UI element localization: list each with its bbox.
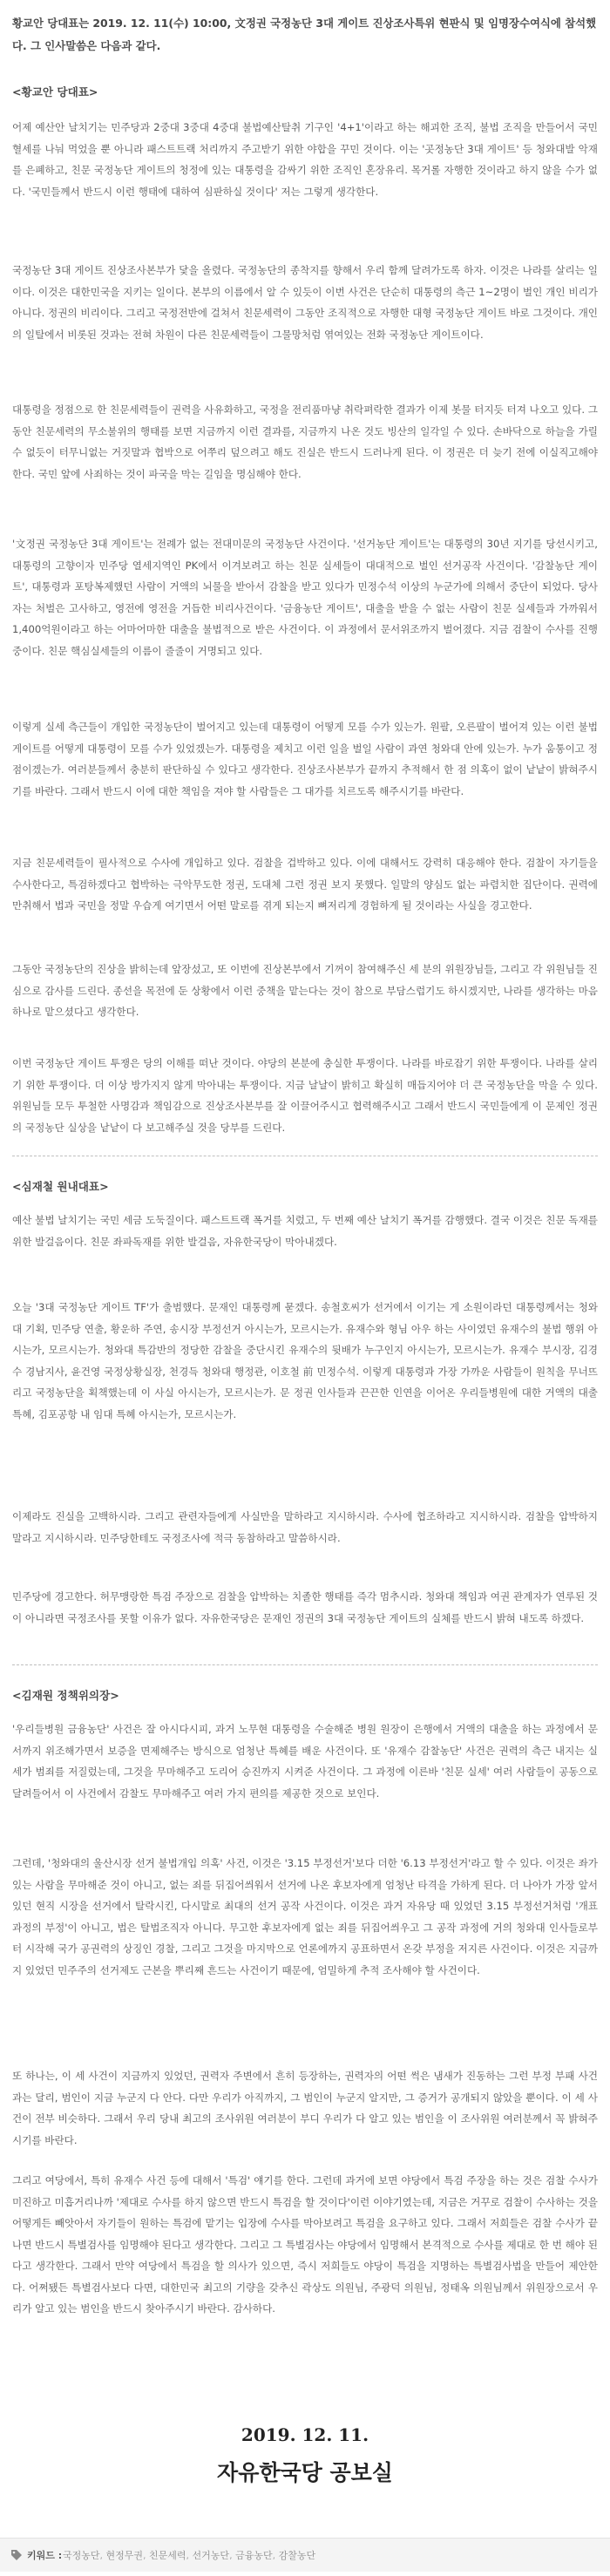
paragraph: '文정권 국정농단 3대 게이트'는 전례가 없는 전대미문의 국정농단 사건이다. '선거농단 게이트'는 대통령의 30년 지기를 당선시키고, 대통령의 고향이자 민주당 열세지역인 PK에서 이겨보려고 하는 친문 실세들이 대대적으로 벌인 선거공작 사건이다. '감찰농단 게이트', 대통령과 포탕복제했던 사람이 거액의 뇌물을 받아서 감찰을 받고 있다가 민정수석 이상의 누군가에 의해서 중단이 되었다. 당사자는 처벌은 고사하고, 영전에 영전을 거듭한 비리사건이다. '금융농단 게이트', 대출을 받을 수 없는 사람이 친문 실세들과 가까워서 1,400억원이라고 하는 어마어마한 대출을 불법적으로 받은 사건이다. 이 과정에서 문서위조까지 벌어졌다. 지금 검찰이 수사를 진행 중이다. 친문 핵심실세들의 이름이 줄줄이 거명되고 있다. [12, 538, 598, 657]
closing-organization: 자유한국당 공보실 [217, 2460, 393, 2485]
paragraph: 또 하나는, 이 세 사건이 지금까지 있었던, 권력자 주변에서 흔히 등장하는, 권력자의 어떤 썩은 냄새가 진동하는 그런 부정 부패 사건과는 달리, 범인이 지금 누군지 다 안다. 다만 우리가 아직까지, 그 범인이 누군지 알지만, 그 증거가 공개되지 않았을 뿐이다. 이 세 사건이 전부 비슷하다. 그래서 우리 당내 최고의 조사위원 여러분이 부디 우리가 다 알고 있는 범인을 이 조사위원 여러분께서 꼭 밝혀주시기를 바란다. [12, 2070, 598, 2146]
tag-icon [10, 2549, 23, 2561]
speaker-heading-kim: <김재원 정책위의장> [12, 1689, 119, 1702]
paragraph: 그동안 국정농단의 진상을 밝히는데 앞장섰고, 또 이번에 진상본부에서 기꺼이 참여해주신 세 분의 위원장님들, 그리고 각 위원님들 진심으로 감사를 드린다. 종선을 목전에 둔 상황에서 이런 중책을 맡는다는 것이 참으로 부담스럽기도 하시겠지만, 나라를 생각하는 마음 하나로 맡으셨다고 생각한다. [12, 963, 598, 1018]
keyword-label: 키워드 : [27, 2550, 63, 2561]
keyword-link[interactable]: 친문세력 [149, 2550, 186, 2561]
paragraph: 그리고 여당에서, 특히 유재수 사건 등에 대해서 '특검' 얘기를 한다. 그런데 과거에 보면 야당에서 특검 주장을 하는 것은 검찰 수사가 미진하고 미흡거리나까 '제대로 수사를 하지 않으면 반드시 특검을 할 것이다'이런 이야기였는데, 지금은 거꾸로 검찰이 수사하는 것을 어떻게든 빼앗아서 자기들이 원하는 특검에 맡기는 입장에 수사를 막아보려고 특검을 요구하고 있다. 그래서 저희들은 검찰 수사가 끝나면 반드시 특별검사를 임명해야 된다고 생각한다. 그리고 그 특별검사는 야당에서 임명해서 본격적으로 수사를 제대로 한 번 해야 된다고 생각한다. 그래서 만약 여당에서 특검을 할 의사가 있으면, 즉시 저희들도 야당이 특검을 지명하는 특별검사법을 만들어 제안한다. 어쩌됐든 특별검사보다 다면, 대한민국 최고의 기량을 갖추신 곽상도 의원님, 주광덕 의원님, 정태옥 의원님께서 위원장으로서 우리가 알고 있는 범인을 반드시 찾아주시기 바란다. 감사하다. [12, 2174, 598, 2315]
paragraph: 이번 국정농단 게이트 투쟁은 당의 이해를 떠난 것이다. 야당의 본분에 충실한 투쟁이다. 나라를 바로잡기 위한 투쟁이다. 나라를 살리기 위한 투쟁이다. 더 이상 방가지지 않게 막아내는 투쟁이다. 지금 날날이 밝히고 확실히 매듭지어야 더 큰 국정농단을 막을 수 있다. 위원님들 모두 투철한 사명감과 책임감으로 진상조사본부를 잘 이끌어주시고 협력해주시고 그래서 반드시 국민들에게 이 문제인 정권의 국정농단 실상을 낱낱이 다 보고해주실 것을 당부를 드린다. [12, 1057, 598, 1134]
paragraph: 그런데, '청와대의 울산시장 선거 불법개입 의혹' 사건, 이것은 '3.15 부정선거'보다 더한 '6.13 부정선거'라고 할 수 있다. 이것은 좌가 있는 사람을 무마해준 것이 아니고, 없는 죄를 뒤집어씌워서 선거에 나온 후보자에게 엄청난 타격을 가하게 된다. 더 나아가 가장 앞서 있던 현직 시장을 선거에서 탈락시킨, 다시말로 최대의 선거 공작 사건이다. 이것은 과거 자유당 때 있었던 3.15 부정선거처럼 '개표 과정의 부정'이 아니고, 법은 탈법조직자 아니다. 무고한 후보자에게 없는 죄를 뒤집어씌우고 그 공작 과정에 거의 청와대 인사들로부터 시작해 국가 공권력의 상징인 경찰, 그리고 그것을 마지막으로 언론에까지 공표하면서 온갖 부정을 저지른 사건이다. 이것은 지금까지 있었던 민주주의 선거제도 근본을 뿌리째 흔드는 사건이기 때문에, 엄밀하게 추적 조사해야 할 사건이다. [12, 1857, 598, 1976]
speaker-heading-hwang: <황교안 당대표> [12, 85, 98, 98]
keyword-link[interactable]: 국정농단 [63, 2550, 100, 2561]
closing-date: 2019. 12. 11. [241, 2424, 369, 2445]
paragraph: '우리들병원 금융농단' 사건은 잘 아시다시피, 과거 노무현 대통령을 수술해준 병원 원장이 은행에서 거액의 대출을 하는 과정에서 문서까지 위조해가면서 보증을 면제해주는 방식으로 엄청난 특혜를 배운 사건이다. 또 '유재수 감찰농단' 사건은 권력의 측근 내지는 실세가 범죄를 저질렀는데, 그것을 무마해주고 도리어 승진까지 시켜준 사건이다. 그 과정에 이른바 '친문 실세' 여러 사람들이 공동으로 달려들어서 이 사건에서 감찰도 무마해주고 여러 가지 편의를 제공한 것으로 보인다. [12, 1723, 598, 1800]
paragraph: 오늘 '3대 국정농단 게이트 TF'가 출범했다. 문재인 대통령께 묻겠다. 송철호씨가 선거에서 이기는 게 소원이라던 대통령께서는 청와대 기획, 민주당 연출, 황운하 주연, 송시장 부정선거 아시는가, 모르시는가. 유재수와 형님 아우 하는 사이였던 유재수의 불법 행위 아시는가, 모르시는가. 청와대 특감반의 정당한 감찰을 중단시킨 유재수의 뒷배가 누구인지 아시는가, 모르시는가. 유재수 부시장, 김경수 경남지사, 윤건영 국정상황실장, 천경득 청와대 행정관, 이호철 前 민정수석. 이렇게 대통령과 가장 가까운 사람들이 원칙을 무너뜨리고 국정농단을 획책했는데 이 사실 아시는가, 모르시는가. 문 정권 인사들과 끈끈한 인연을 이어온 우리들병원에 대한 거액의 대출 특혜, 김포공항 내 임대 특혜 아시는가, 모르시는가. [12, 1301, 598, 1420]
keyword-tag-bar [0, 2538, 610, 2572]
intro-text: 황교안 당대표는 2019. 12. 11(수) 10:00, 文정권 국정농단 3대 게이트 진상조사특위 현판식 및 임명장수여식에 참석했다. 그 인사말씀은 다음과 같다. [12, 17, 597, 52]
paragraph: 국정농단 3대 게이트 진상조사본부가 닻을 올렸다. 국정농단의 종착지를 향해서 우리 함께 달려가도록 하자. 이것은 나라를 살리는 일이다. 이것은 대한민국을 지키는 일이다. 본부의 이름에서 알 수 있듯이 이번 사건은 단순히 대통령의 측근 1~2명이 벌인 개인 비리가 아니다. 정권의 비리이다. 그리고 국정전반에 걸쳐서 친문세력이 그동안 조직적으로 자행한 대형 국정농단 게이트 바로 그것이다. 개인의 일탈에서 비롯된 것과는 전혀 차원이 다른 친문세력들이 그물망처럼 엮여있는 전화 국정농단 게이트이다. [12, 264, 598, 341]
keyword-link[interactable]: 감찰농단 [278, 2550, 316, 2561]
keyword-link[interactable]: 선거농단 [192, 2550, 230, 2561]
paragraph: 이렇게 실세 측근들이 개입한 국정농단이 벌어지고 있는데 대통령이 어떻게 모를 수가 있는가. 원팔, 오른팔이 벌어져 있는 이런 불법 게이트를 어떻게 대통령이 모를 수가 있었겠는가. 대통령을 제치고 이런 일을 벌일 사람이 과연 청와대 안에 있는가. 누가 움통이고 정점이겠는가. 여러분들께서 충분히 판단하실 수 있다고 생각한다. 진상조사본부가 끝까지 추적해서 한 점 의혹이 없이 낱낱이 밝혀주시기를 바란다. 그래서 반드시 이에 대한 책임을 져야 할 사람들은 그 대가를 치르도록 해주시기를 바란다. [12, 721, 598, 797]
paragraph: 어제 예산안 날치기는 민주당과 2중대 3중대 4중대 불법예산탈취 기구인 '4+1'이라고 하는 해괴한 조직, 불법 조직을 만들어서 국민혈세를 나눠 먹었을 뿐 아니라 패스트트랙 처리까지 주고받기 위한 야합을 꾸민 것이다. 이는 '곳정농단 3대 게이트' 등 청와대발 악재를 은폐하고, 친문 국정농단 게이트의 청정에 있는 대통령을 감싸기 위한 조직인 혼장유리. 목거롤 자행한 것이라고 하지 않을 수가 없다. '국민들께서 반드시 이런 행태에 대하여 심판하실 것이다' 저는 그렇게 생각한다. [12, 121, 598, 198]
keyword-link[interactable]: 금융농단 [235, 2550, 273, 2561]
paragraph: 지금 친문세력들이 필사적으로 수사에 개입하고 있다. 검찰을 겁박하고 있다. 이에 대해서도 강력히 대응해야 한다. 검찰이 자기들을 수사한다고, 특검하겠다고 협박하는 극악무도한 정권, 도대체 그런 정권 보지 못했다. 일말의 양심도 없는 파렴치한 집단이다. 권력에 만취해서 법과 국민을 정말 우습게 여기면서 어떤 말로를 겪게 되는지 뼈저리게 경험하게 될 것이라는 사실을 경고한다. [12, 857, 598, 912]
paragraph: 대통령을 정점으로 한 친문세력들이 권력을 사유화하고, 국정을 전리품마냥 취락펴락한 결과가 이제 봇물 터지듯 터져 나오고 있다. 그동안 친문세력의 무소불위의 행태를 보면 지금까지 이런 결과를, 지금까지 나온 것도 빙산의 일각일 수 있다. 손바닥으로 하늘을 가릴 수 없듯이 터무니없는 거짓말과 협박으로 어쭈리 덮으려고 해도 진실은 반드시 드러나게 된다. 이 정권은 더 늦기 전에 이실직고해야 한다. 국민 앞에 사죄하는 것이 파국을 막는 길임을 명심해야 한다. [12, 403, 598, 480]
keyword-link[interactable]: 현정무권 [105, 2550, 144, 2561]
paragraph: 민주당에 경고한다. 허무맹랑한 특검 주장으로 검찰을 압박하는 치졸한 행태를 즉각 멈추시라. 청와대 책임과 여권 관계자가 연루된 것이 아니라면 국정조사를 못할 이유가 없다. 자유한국당은 문재인 정권의 3대 국정농단 게이트의 실체를 반드시 밝혀 내도록 하겠다. [12, 1590, 598, 1624]
speaker-heading-shim: <심재철 원내대표> [12, 1180, 109, 1193]
paragraph: 이제라도 진실을 고백하시라. 그리고 관련자들에게 사실만을 말하라고 지시하시라. 수사에 협조하라고 지시하시라. 검찰을 압박하지 말라고 지시하시라. 민주당한테도 국정조사에 적극 동참하라고 말씀하시라. [12, 1510, 598, 1544]
paragraph: 예산 불법 날치기는 국민 세금 도둑질이다. 패스트트랙 폭거를 치렀고, 두 번째 예산 날치기 폭거를 감행했다. 결국 이것은 친문 독재를 위한 발걸음이다. 친문 좌파독재를 위한 발걸음, 자유한국당이 막아내겠다. [12, 1214, 598, 1248]
keyword-list: 국정농단, 현정무권, 친문세력, 선거농단, 금융농단, 감찰농단 [63, 2550, 316, 2561]
section-divider [12, 1664, 598, 1665]
